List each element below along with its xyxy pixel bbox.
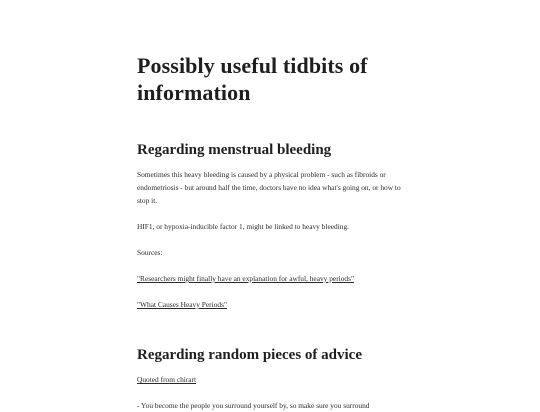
source-item bbox=[137, 298, 407, 311]
source-link[interactable]: "What Causes Heavy Periods" bbox=[137, 300, 227, 309]
advice-item: - You become the people you surround yourself by, so make sure you surround bbox=[137, 401, 370, 410]
quote-attribution bbox=[137, 373, 407, 386]
paragraph: Sometimes this heavy bleeding is caused by a physical problem - such as fibroids or endometriosis - but around half the time, doctors have no idea what's going on, or how to stop it. bbox=[137, 170, 401, 205]
section-menstrual-bleeding bbox=[137, 141, 407, 311]
sources-label: Sources: bbox=[137, 248, 163, 257]
section-random-advice bbox=[137, 346, 407, 412]
page-title: Possibly useful tidbits of information bbox=[137, 53, 368, 105]
section-heading: Regarding random pieces of advice bbox=[137, 347, 362, 363]
quote-source-link[interactable]: Quoted from chirart bbox=[137, 375, 197, 384]
paragraph: HIF1, or hypoxia-inducible factor 1, might be linked to heavy bleeding. bbox=[137, 222, 350, 231]
source-link[interactable]: "Researchers might finally have an explanation for awful, heavy periods" bbox=[137, 274, 355, 283]
source-item bbox=[137, 272, 407, 285]
article bbox=[137, 52, 407, 412]
section-heading: Regarding menstrual bleeding bbox=[137, 142, 332, 158]
